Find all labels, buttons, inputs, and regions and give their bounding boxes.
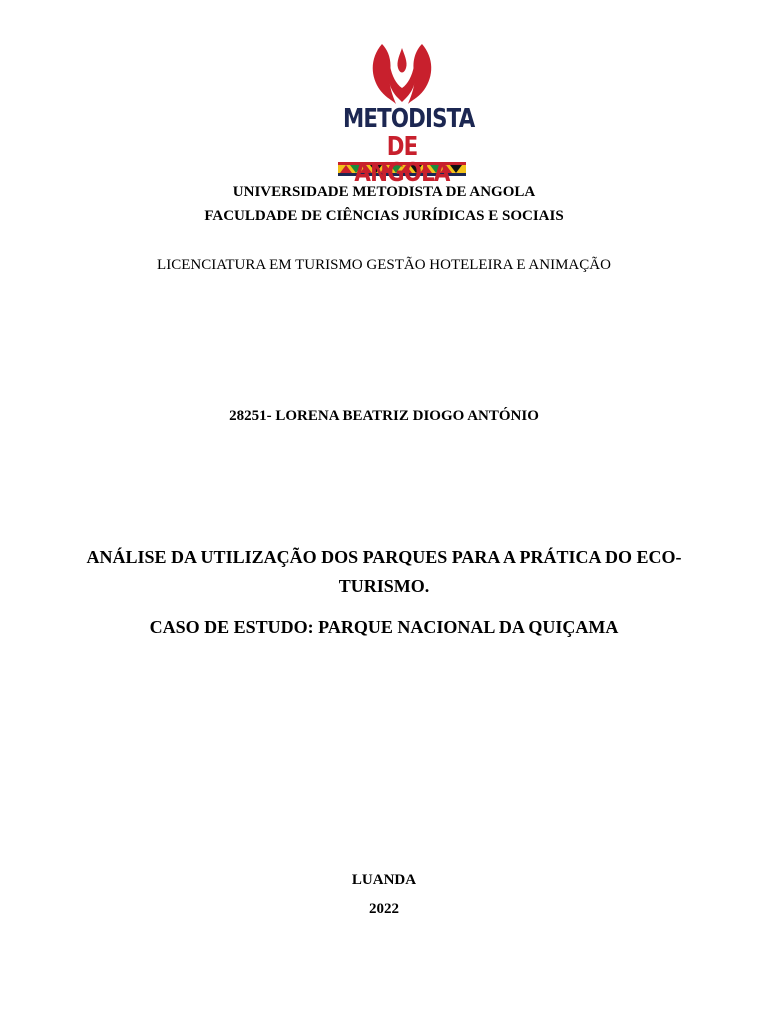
thesis-title-line2: TURISMO. [338,576,430,596]
student-name: 28251- LORENA BEATRIZ DIOGO ANTÓNIO [229,408,539,424]
university-logo [330,38,475,188]
thesis-subtitle: CASO DE ESTUDO: PARQUE NACIONAL DA QUIÇAMA [149,617,619,637]
course-name: LICENCIATURA EM TURISMO GESTÃO HOTELEIRA E ANIMAÇÃO [157,257,611,273]
logo-text-line1: METODISTA [342,104,475,134]
city: LUANDA [351,872,417,888]
university-name: UNIVERSIDADE METODISTA DE ANGOLA [232,184,536,200]
logo-text-line2: DE ANGOLA [354,132,450,188]
thesis-title-line1: ANÁLISE DA UTILIZAÇÃO DOS PARQUES PARA A PRÁTICA DO ECO- [86,547,682,567]
faculty-name: FACULDADE DE CIÊNCIAS JURÍDICAS E SOCIAIS [204,208,564,224]
year: 2022 [369,901,399,917]
